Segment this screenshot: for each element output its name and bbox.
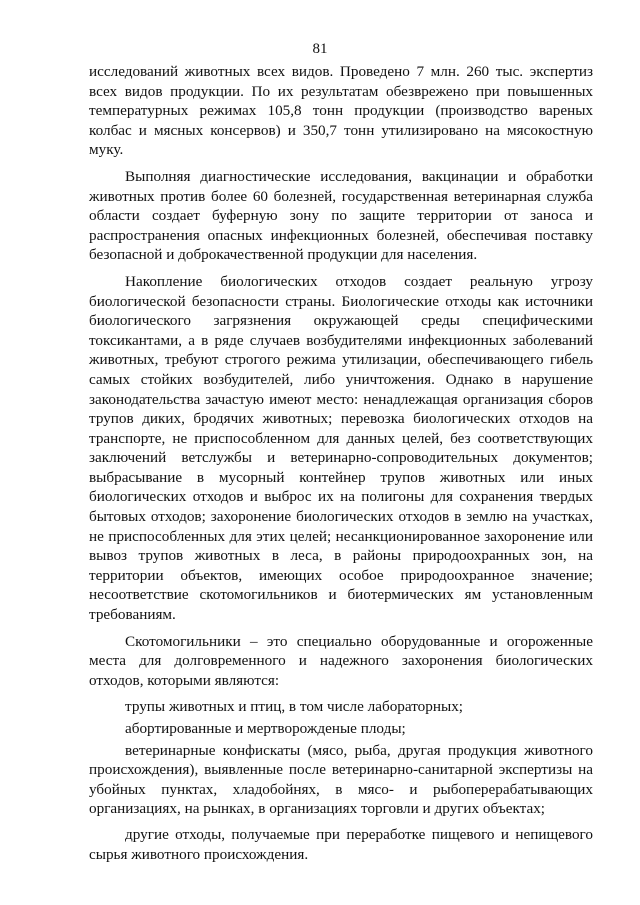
- paragraph-biological-waste: Накопление биологических отходов создает реальную угрозу биологической безопасности страны. Биологические отходы как источники биологического загрязнения окружающей среды специфическими токсикантами, а в ряде случаев возбудителями инфекционных заболеваний животных, требуют строгого режима утилизации, обеспечивающего гибель самых стойких возбудителей, либо уничтожения. Однако в нарушение законодательства зачастую имеют место: ненадлежащая организация сборов трупов диких, бродячих животных; перевозка биологических отходов на транспорте, не приспособленном для данных целей, без соответствующих заключений ветслужбы и ветеринарно-сопроводительных документов; выбрасывание в мусорный контейнер трупов животных или иных биологических отходов и выброс их на полигоны для сохранения твердых бытовых отходов; захоронение биологических отходов в землю на участках, не приспособленных для этих целей; несанкционированное захоронение или вывоз трупов животных в леса, в районы природоохранных зон, на территории объектов, имеющих особое природоохранное значение; несоответствие скотомогильников и биотермических ям установленным требованиям.: [89, 272, 593, 624]
- list-item: абортированные и мертворожденые плоды;: [125, 720, 406, 737]
- paragraph-cattle-burial-grounds: Скотомогильники – это специально оборудованные и огороженные места для долговременного и надежного захоронения биологических отходов, которыми являются:: [89, 632, 593, 689]
- paragraph-diagnostics: Выполняя диагностические исследования, вакцинации и обработки животных против более 60 болезней, государственная ветеринарная служба области создает буферную зону по защите территории от заноса и распространения опасных инфекционных болезней, обеспечивая поставку безопасной и доброкачественной продукции для населения.: [89, 167, 593, 264]
- list-item: другие отходы, получаемые при переработке пищевого и непищевого сырья животного происхождения.: [89, 825, 593, 863]
- paragraph-continuation: исследований животных всех видов. Проведено 7 млн. 260 тыс. экспертиз всех видов продукции. По их результатам обезврежено при повышенных температурных режимах 105,8 тонн продукции (производство вареных колбас и мясных консервов) и 350,7 тонн утилизировано на мясокостную муку.: [89, 63, 593, 159]
- document-body: [89, 62, 593, 866]
- list-item: трупы животных и птиц, в том числе лабораторных;: [125, 698, 464, 716]
- list-item: ветеринарные конфискаты (мясо, рыба, другая продукция животного происхождения), выявленные после ветеринарно-санитарной экспертизы на убойных пунктах, хладобойнях, в мясо- и рыбоперерабатывающих организациях, на рынках, в организациях торговли и других объектах;: [89, 741, 593, 818]
- page-number: 81: [312, 41, 328, 57]
